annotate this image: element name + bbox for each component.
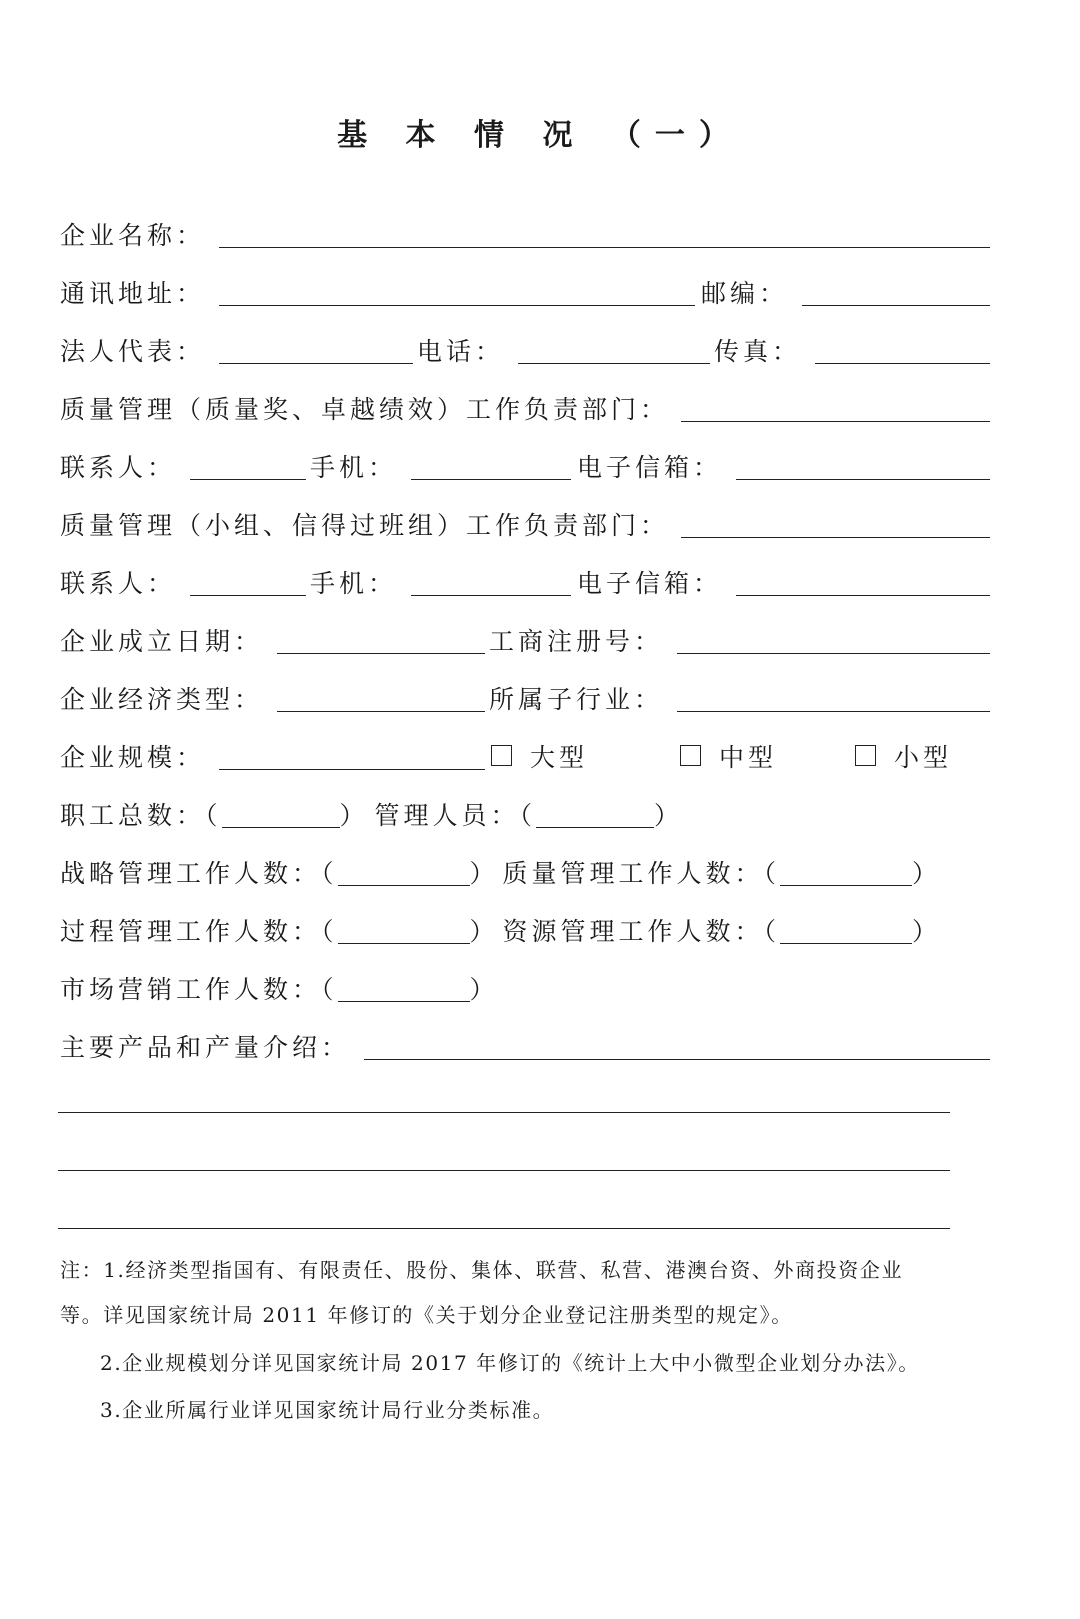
mobile-label: 手机：: [310, 569, 398, 598]
fax-label: 传真：: [714, 337, 802, 366]
mobile-field[interactable]: [411, 565, 571, 596]
products-label: 主要产品和产量介绍：: [60, 1033, 351, 1062]
resource-staff-field[interactable]: [780, 913, 912, 944]
fax-field[interactable]: [815, 333, 990, 364]
close-paren: ）: [469, 975, 499, 1004]
close-paren: ）: [912, 859, 942, 888]
note-line-2: 等。详见国家统计局 2011 年修订的《关于划分企业登记注册类型的规定》。: [60, 1303, 793, 1327]
checkbox-icon[interactable]: [491, 745, 512, 766]
legal-rep-field[interactable]: [219, 333, 413, 364]
page-title: 基 本 情 况 （一）: [337, 118, 743, 153]
phone-label: 电话：: [417, 337, 505, 366]
email-field[interactable]: [736, 449, 990, 480]
mgmt-staff-label: 管理人员：（: [374, 801, 537, 830]
checkbox-icon[interactable]: [855, 745, 876, 766]
scale-medium-option[interactable]: [680, 742, 777, 774]
checkbox-icon[interactable]: [680, 745, 701, 766]
products-blank-line[interactable]: [58, 1228, 950, 1229]
row-scale: [60, 734, 990, 774]
founded-label: 企业成立日期：: [60, 627, 264, 656]
sub-industry-field[interactable]: [677, 681, 990, 712]
quality-staff-field[interactable]: [780, 855, 912, 886]
founded-field[interactable]: [277, 623, 485, 654]
row-legal-rep: [60, 328, 990, 368]
products-blank-line[interactable]: [58, 1170, 950, 1171]
quality-staff-label: 质量管理工作人数：（: [502, 859, 781, 888]
scale-large-option[interactable]: [491, 742, 588, 774]
email-label: 电子信箱：: [577, 569, 723, 598]
scale-field[interactable]: [219, 739, 485, 770]
legal-rep-label: 法人代表：: [60, 337, 206, 366]
row-products: [60, 1024, 990, 1064]
note-line-3: 2.企业规模划分详见国家统计局 2017 年修订的《统计上大中小微型企业划分办法》。: [100, 1351, 920, 1375]
econ-type-label: 企业经济类型：: [60, 685, 264, 714]
process-staff-label: 过程管理工作人数：（: [60, 917, 338, 946]
econ-type-field[interactable]: [277, 681, 485, 712]
close-paren: ）: [654, 801, 684, 830]
contact-label: 联系人：: [60, 569, 177, 598]
email-field[interactable]: [736, 565, 990, 596]
row-econ-type: [60, 676, 990, 716]
address-label: 通讯地址：: [60, 279, 206, 308]
marketing-staff-label: 市场营销工作人数：（: [60, 975, 338, 1004]
company-name-label: 企业名称：: [60, 221, 206, 250]
products-field[interactable]: [364, 1029, 990, 1060]
marketing-staff-field[interactable]: [338, 971, 470, 1002]
phone-field[interactable]: [518, 333, 710, 364]
scale-label: 企业规模：: [60, 743, 206, 772]
row-contact-1: [60, 444, 990, 484]
row-strategy-quality: [60, 850, 990, 890]
note-line-1: 注：1.经济类型指国有、有限责任、股份、集体、联营、私营、港澳台资、外商投资企业: [60, 1258, 904, 1282]
row-contact-2: [60, 560, 990, 600]
postcode-field[interactable]: [802, 275, 990, 306]
row-staff: [60, 792, 990, 832]
scale-medium-label: 中型: [719, 743, 778, 772]
process-staff-field[interactable]: [338, 913, 470, 944]
resource-staff-label: 资源管理工作人数：（: [502, 917, 781, 946]
strategy-staff-label: 战略管理工作人数：（: [60, 859, 338, 888]
contact-field[interactable]: [190, 449, 306, 480]
scale-small-label: 小型: [894, 743, 953, 772]
mobile-label: 手机：: [310, 453, 398, 482]
company-name-field[interactable]: [219, 217, 990, 248]
reg-no-field[interactable]: [677, 623, 990, 654]
row-founded: [60, 618, 990, 658]
close-paren: ）: [469, 859, 499, 888]
contact-field[interactable]: [190, 565, 306, 596]
qm-dept-1-label: 质量管理（质量奖、卓越绩效）工作负责部门：: [60, 395, 670, 424]
scale-large-label: 大型: [530, 743, 589, 772]
row-process-resource: [60, 908, 990, 948]
qm-dept-1-field[interactable]: [681, 391, 990, 422]
products-blank-line[interactable]: [58, 1112, 950, 1113]
mobile-field[interactable]: [411, 449, 571, 480]
row-qm-dept-2: [60, 502, 990, 542]
row-company-name: [60, 212, 990, 252]
row-address: [60, 270, 990, 310]
sub-industry-label: 所属子行业：: [489, 685, 664, 714]
qm-dept-2-field[interactable]: [681, 507, 990, 538]
strategy-staff-field[interactable]: [338, 855, 470, 886]
postcode-label: 邮编：: [701, 279, 789, 308]
qm-dept-2-label: 质量管理（小组、信得过班组）工作负责部门：: [60, 511, 670, 540]
email-label: 电子信箱：: [577, 453, 723, 482]
close-paren: ）: [469, 917, 499, 946]
address-field[interactable]: [219, 275, 695, 306]
contact-label: 联系人：: [60, 453, 177, 482]
total-staff-label: 职工总数：（: [60, 801, 222, 830]
mgmt-staff-field[interactable]: [536, 797, 654, 828]
reg-no-label: 工商注册号：: [489, 627, 664, 656]
close-paren: ）: [339, 801, 369, 830]
close-paren: ）: [912, 917, 942, 946]
row-qm-dept-1: [60, 386, 990, 426]
scale-small-option[interactable]: [855, 742, 952, 774]
total-staff-field[interactable]: [222, 797, 340, 828]
row-marketing: [60, 966, 990, 1006]
note-line-4: 3.企业所属行业详见国家统计局行业分类标准。: [100, 1398, 555, 1422]
